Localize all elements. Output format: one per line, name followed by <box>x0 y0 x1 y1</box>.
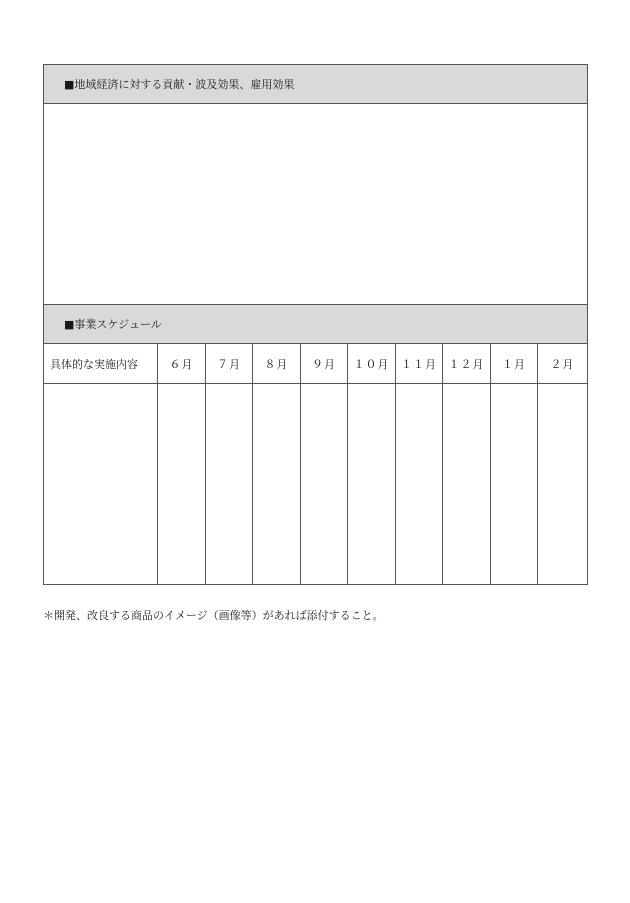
month-cell-jun[interactable] <box>158 384 206 585</box>
month-cell-dec[interactable] <box>443 384 491 585</box>
month-header-dec: １２月 <box>443 344 491 384</box>
month-cell-oct[interactable] <box>348 384 396 585</box>
attachment-note: ＊開発、改良する商品のイメージ（画像等）があれば添付すること。 <box>43 609 384 622</box>
contribution-input-area[interactable] <box>44 104 588 305</box>
month-header-jun: ６月 <box>158 344 206 384</box>
month-header-jan: １月 <box>491 344 538 384</box>
month-cell-jan[interactable] <box>491 384 538 585</box>
month-header-nov: １１月 <box>396 344 443 384</box>
month-header-oct: １０月 <box>348 344 396 384</box>
month-cell-sep[interactable] <box>301 384 348 585</box>
month-header-aug: ８月 <box>253 344 301 384</box>
contribution-section-title: ■地域経済に対する貢献・波及効果、雇用効果 <box>44 65 588 104</box>
month-header-sep: ９月 <box>301 344 348 384</box>
content-column-header: 具体的な実施内容 <box>44 344 158 384</box>
schedule-section-title: ■事業スケジュール <box>44 305 588 344</box>
month-cell-jul[interactable] <box>206 384 253 585</box>
schedule-header-row <box>44 344 588 384</box>
month-cell-nov[interactable] <box>396 384 443 585</box>
month-cell-aug[interactable] <box>253 384 301 585</box>
month-cell-feb[interactable] <box>538 384 588 585</box>
month-header-jul: ７月 <box>206 344 253 384</box>
month-header-feb: ２月 <box>538 344 588 384</box>
content-input-cell[interactable] <box>44 384 158 585</box>
business-plan-form <box>43 64 588 585</box>
schedule-input-row <box>44 384 588 585</box>
